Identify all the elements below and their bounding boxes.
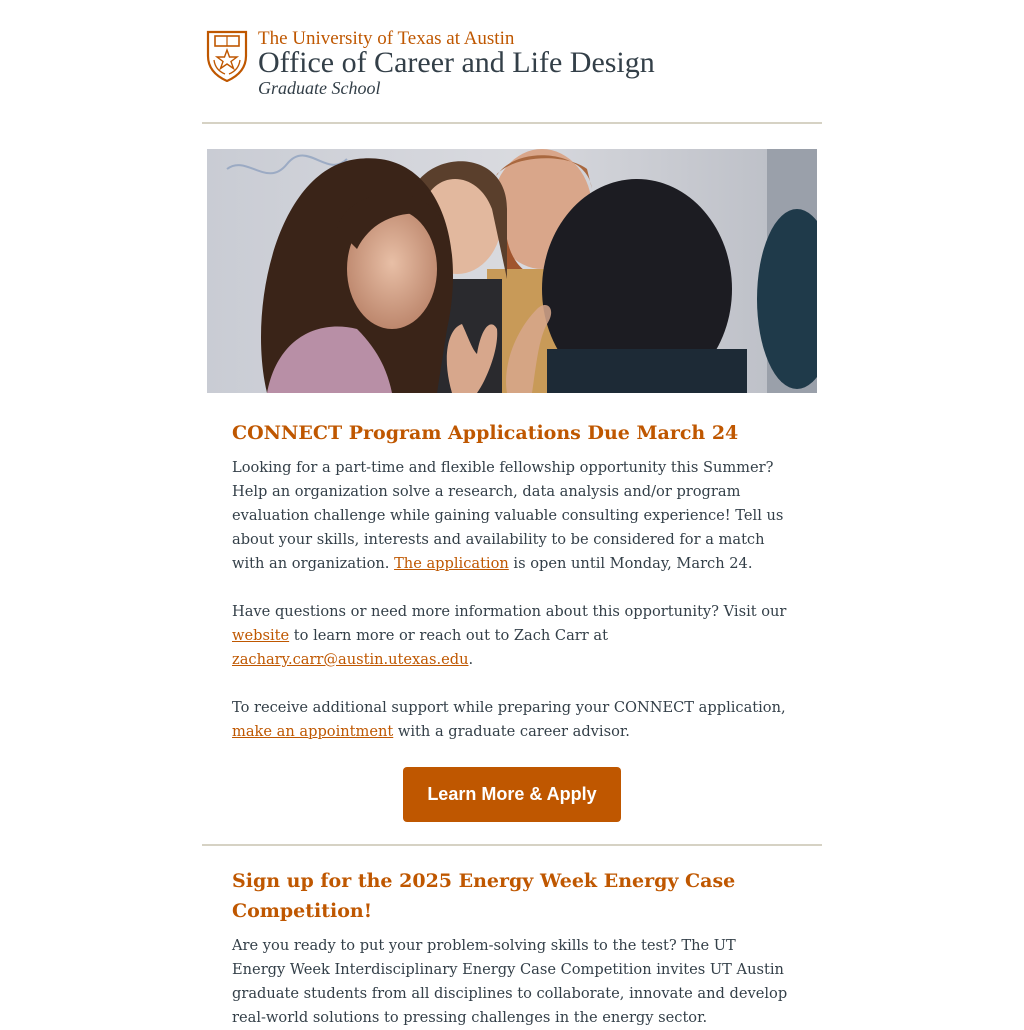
section-divider bbox=[202, 844, 822, 846]
school-name: Graduate School bbox=[258, 78, 381, 98]
header bbox=[206, 28, 826, 104]
learn-more-apply-button[interactable]: Learn More & Apply bbox=[403, 767, 621, 822]
section-title: Sign up for the 2025 Energy Week Energy Case Competition! bbox=[232, 870, 736, 922]
ut-seal-icon bbox=[206, 30, 248, 82]
paragraph bbox=[232, 696, 792, 744]
paragraph bbox=[232, 456, 792, 576]
appointment-link[interactable]: make an appointment bbox=[232, 723, 394, 740]
people-photo-icon bbox=[207, 149, 817, 393]
section-connect bbox=[232, 418, 792, 744]
section-title: CONNECT Program Applications Due March 24 bbox=[232, 422, 739, 444]
text: Looking for a part-time and flexible fellowship opportunity this Summer? Help an organization solve a research, data analysis and/or program evaluation challenge while gaining valuable consulting experience! Tell us about your skills, interests and availability to be considered for a match with an organization. bbox=[232, 459, 784, 572]
text: Have questions or need more information about this opportunity? Visit our bbox=[232, 603, 787, 620]
paragraph bbox=[232, 600, 792, 672]
office-name: Office of Career and Life Design bbox=[258, 46, 655, 79]
text: with a graduate career advisor. bbox=[393, 723, 630, 740]
email-link[interactable]: zachary.carr@austin.utexas.edu bbox=[232, 651, 469, 668]
header-divider bbox=[202, 122, 822, 124]
paragraph: Are you ready to put your problem-solving skills to the test? The UT Energy Week Interdisciplinary Energy Case Competition invites UT Austin graduate students from all disciplines to collaborate, innovate and develop real-world solutions to pressing challenges in the energy sector. bbox=[232, 937, 788, 1026]
section-energy bbox=[232, 866, 792, 1030]
text: to learn more or reach out to Zach Carr at bbox=[289, 627, 608, 644]
website-link[interactable]: website bbox=[232, 627, 290, 644]
application-link[interactable]: The application bbox=[394, 555, 509, 572]
text: . bbox=[468, 651, 474, 668]
text: is open until Monday, March 24. bbox=[508, 555, 753, 572]
hero-image bbox=[207, 149, 817, 393]
university-name: The University of Texas at Austin bbox=[258, 28, 515, 49]
text: To receive additional support while preparing your CONNECT application, bbox=[232, 699, 786, 716]
